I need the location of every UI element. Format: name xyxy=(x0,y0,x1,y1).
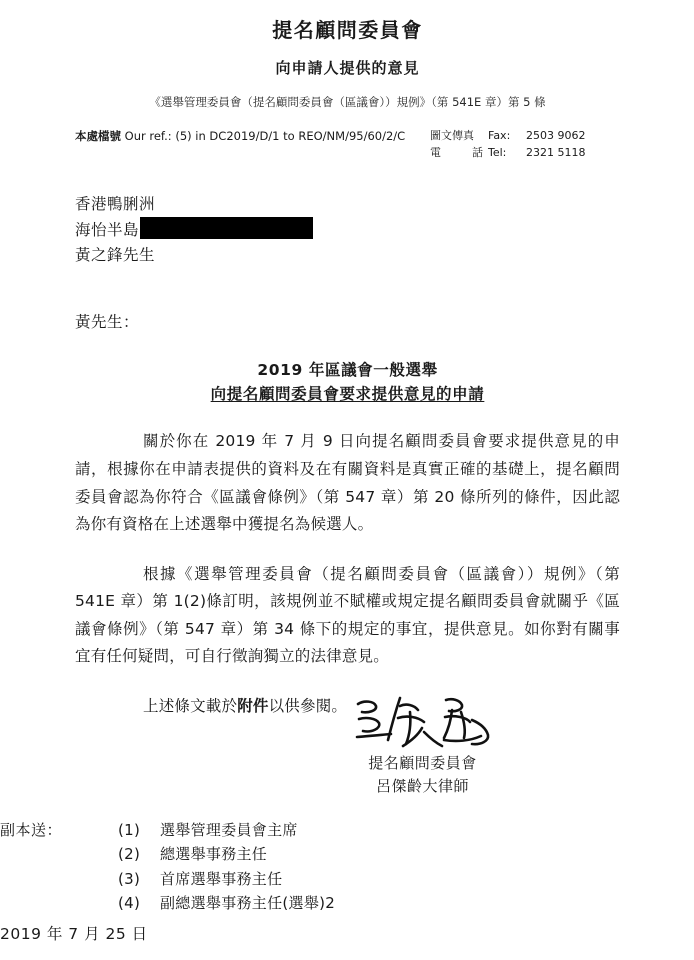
signature-organisation: 提名顧問委員會 xyxy=(368,754,477,772)
recipient-address xyxy=(75,192,620,268)
para3-after: 以供參閱。 xyxy=(268,696,348,715)
handwritten-signature-icon xyxy=(300,690,545,752)
fax-label-cn: 圖文傳真 xyxy=(430,129,474,142)
cc-item-text: 副總選舉事務主任(選舉)2 xyxy=(160,893,336,912)
signature-block xyxy=(300,690,545,797)
our-reference xyxy=(75,128,405,144)
cc-item-number: (4) xyxy=(118,893,141,912)
signature-name: 呂傑齡大律師 xyxy=(375,776,469,795)
cc-item xyxy=(118,891,335,915)
tel-label-cn: 電 話 xyxy=(430,145,493,159)
page-subtitle: 向申請人提供的意見 xyxy=(275,59,420,77)
cc-item xyxy=(118,867,335,891)
subject-heading-line-2: 向提名顧問委員會要求提供意見的申請 xyxy=(210,385,485,404)
our-ref-value: (5) in DC2019/D/1 to REO/NM/95/60/2/C xyxy=(175,129,406,143)
cc-item-text: 總選舉事務主任 xyxy=(160,845,268,864)
body-paragraph-1: 關於你在 2019 年 7 月 9 日向提名顧問委員會要求提供意見的申請，根據你在申請表提供的資料及在有關資料是真實正確的基礎上，提名顧問委員會認為你符合《區議會條例》（第 547 章）第 20 條所列的條件，因此認為你有資格在上述選舉中獲提名為候選人。 xyxy=(75,432,620,534)
tel-line xyxy=(430,145,586,162)
address-line-1: 香港鴨脷洲 xyxy=(75,195,156,213)
tel-number: 2321 5118 xyxy=(526,145,586,159)
salutation: 黃先生： xyxy=(75,313,140,332)
subject-heading-line-1: 2019 年區議會一般選舉 xyxy=(257,361,438,380)
cc-item xyxy=(118,818,335,842)
our-ref-label-cn: 本處檔號 xyxy=(75,129,121,143)
para3-before: 上述條文載於 xyxy=(143,696,238,715)
fax-label-en: Fax: xyxy=(488,129,511,142)
address-line-3: 黃之鋒先生 xyxy=(75,246,156,265)
cc-item-text: 選舉管理委員會主席 xyxy=(160,821,298,839)
contact-details xyxy=(430,128,586,161)
regulation-citation: 《選舉管理委員會（提名顧問委員會（區議會））規例》（第 541E 章）第 5 條 xyxy=(149,95,546,109)
address-line-2-text: 海怡半島 xyxy=(75,221,140,240)
fax-number: 2503 9062 xyxy=(526,129,586,142)
cc-item-number: (2) xyxy=(118,845,141,864)
cc-items xyxy=(118,818,335,915)
page-title: 提名顧問委員會 xyxy=(272,18,423,42)
letter-content xyxy=(75,0,620,960)
cc-item-number: (1) xyxy=(118,821,141,839)
body-paragraph-2: 根據《選舉管理委員會（提名顧問委員會（區議會））規例》（第 541E 章）第 1(2)條訂明，該規例並不賦權或規定提名顧問委員會就關乎《區議會條例》（第 547 章）第 34 條下的規定的事宜，提供意見。如你對有關事宜有任何疑問，可自行徵詢獨立的法律意見。 xyxy=(75,564,620,666)
address-line-2 xyxy=(75,217,620,243)
fax-line xyxy=(430,128,586,145)
metadata-row xyxy=(75,128,620,170)
cc-item-text: 首席選舉事務主任 xyxy=(160,869,283,888)
our-ref-label-en: Our ref.: xyxy=(124,129,172,143)
subject-heading xyxy=(75,358,620,406)
cc-distribution-list xyxy=(0,818,335,915)
redaction-bar xyxy=(140,217,313,239)
tel-label-en: Tel: xyxy=(488,145,507,159)
cc-item-number: (3) xyxy=(118,869,141,888)
letter-date: 2019 年 7 月 25 日 xyxy=(0,925,148,943)
cc-label: 副本送： xyxy=(0,821,63,839)
para3-attachment-emphasis: 附件 xyxy=(237,696,269,715)
cc-item xyxy=(118,842,335,866)
